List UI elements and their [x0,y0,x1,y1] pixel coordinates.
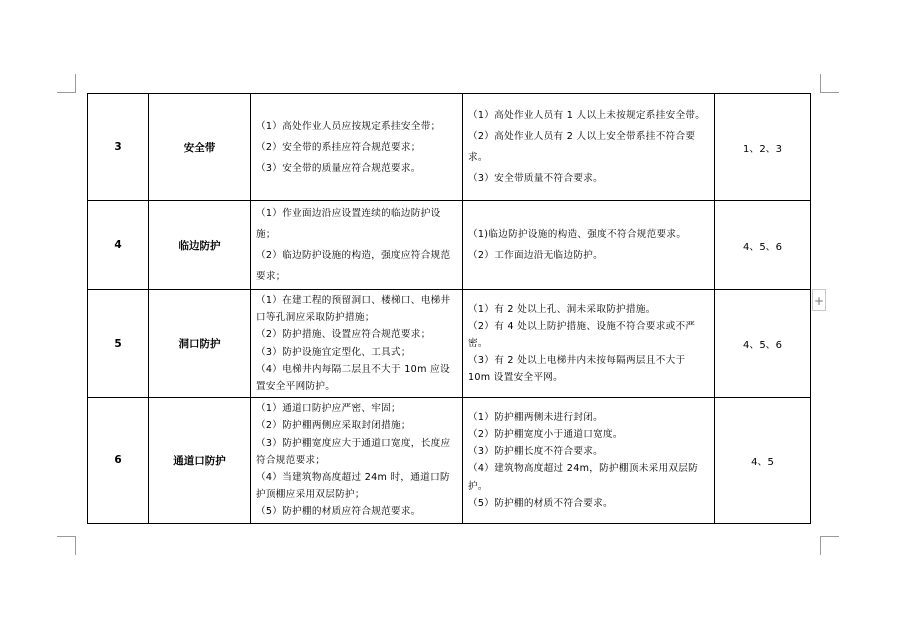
requirements-cell[interactable] [251,398,463,523]
crop-mark-bottom-right [820,536,839,555]
reference-cell: 4、5 [715,398,811,523]
crop-mark-bottom-left [57,536,76,555]
crop-mark-top-left [57,74,76,93]
requirement-line: （5）防护棚的材质应符合规范要求。 [256,506,421,518]
add-row-button[interactable]: + [812,289,826,311]
requirement-line: （1）高处作业人员应按规定系挂安全带； [256,120,441,132]
table-row [88,201,811,290]
requirement-line: （4）当建筑物高度超过 24m 时，通道口防护顶棚应采用双层防护； [256,472,450,501]
inspection-item: 通道口防护 [149,398,251,523]
requirements-cell[interactable] [251,94,463,201]
table-row [88,398,811,523]
reference-cell: 4、5、6 [715,290,811,398]
requirement-line: （2）安全带的系挂应符合规范要求； [256,141,421,153]
criteria-line: （1）有 2 处以上孔、洞未采取防护措施。 [468,303,656,315]
criteria-line: （1)临边防护设施的构造、强度不符合规范要求。 [468,229,687,240]
criteria-cell[interactable] [463,201,715,290]
criteria-line: （1）防护棚两侧未进行封闭。 [468,411,604,423]
criteria-cell[interactable] [463,94,715,201]
criteria-line: （3）防护棚长度不符合要求。 [468,446,604,458]
inspection-table [87,93,811,524]
requirement-line: （4）电梯井内每隔二层且不大于 10m 应设置安全平网防护。 [256,363,450,393]
requirement-line: （2）防护措施、设置应符合规范要求； [256,329,431,341]
criteria-line: （2）防护棚宽度小于通道口宽度。 [468,429,623,441]
criteria-line: （5）防护棚的材质不符合要求。 [468,497,613,509]
row-number: 6 [88,398,149,523]
inspection-item: 洞口防护 [149,290,251,398]
criteria-line: （2）工作面边沿无临边防护。 [468,250,604,261]
requirements-cell[interactable] [251,201,463,290]
requirements-cell[interactable] [251,290,463,398]
requirement-line: （3）防护设施宜定型化、工具式； [256,346,411,358]
inspection-item: 临边防护 [149,201,251,290]
requirement-line: （3）防护棚宽度应大于通道口宽度，长度应符合规范要求； [256,437,451,466]
requirement-line: （3）安全带的质量应符合规范要求。 [256,162,421,174]
row-number: 5 [88,290,149,398]
inspection-item: 安全带 [149,94,251,201]
criteria-line: （2）高处作业人员有 2 人以上安全带系挂不符合要求。 [468,131,696,163]
criteria-line: （3）有 2 处以上电梯井内未按每隔两层且不大于 10m 设置安全平网。 [468,355,686,384]
requirement-line: （1）通道口防护应严密、牢固； [256,403,401,415]
requirement-line: （1）作业面边沿应设置连续的临边防护设施； [256,208,441,240]
criteria-line: （4）建筑物高度超过 24m，防护棚顶未采用双层防护。 [468,463,699,492]
criteria-line: （3）安全带质量不符合要求。 [468,173,604,184]
criteria-cell[interactable] [463,290,715,398]
row-number: 3 [88,94,149,201]
requirement-line: （2）临边防护设施的构造，强度应符合规范要求； [256,250,451,282]
criteria-line: （1）高处作业人员有 1 人以上未按规定系挂安全带。 [468,110,706,121]
requirement-line: （2）防护棚两侧应采取封闭措施； [256,420,411,432]
table-row [88,290,811,398]
row-number: 4 [88,201,149,290]
criteria-cell[interactable] [463,398,715,523]
requirement-line: （1）在建工程的预留洞口、楼梯口、电梯井口等孔洞应采取防护措施； [256,295,451,324]
criteria-line: （2）有 4 处以上防护措施、设施不符合要求或不严密。 [468,320,696,349]
reference-cell: 1、2、3 [715,94,811,201]
crop-mark-top-right [820,74,839,93]
table-row [88,94,811,201]
reference-cell: 4、5、6 [715,201,811,290]
